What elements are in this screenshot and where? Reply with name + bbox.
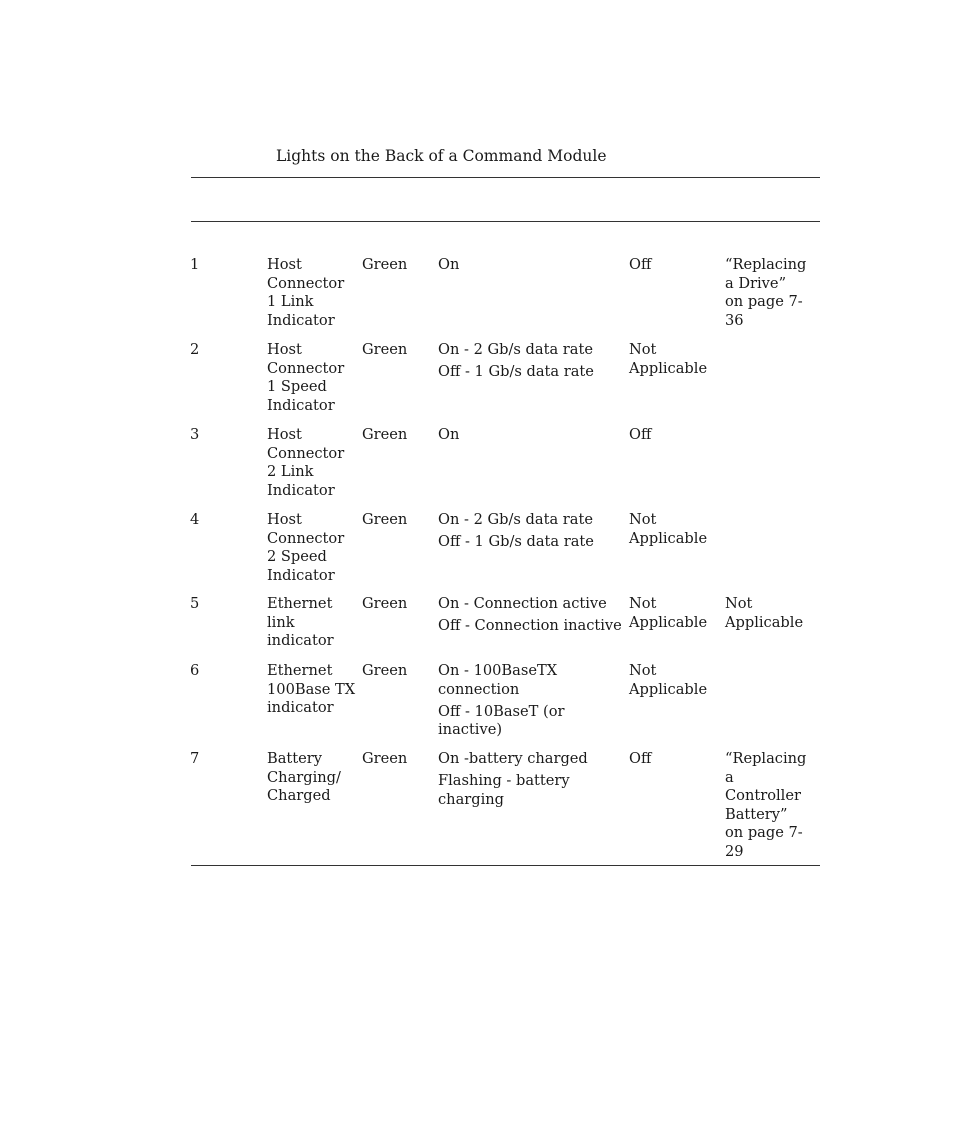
light-off-state [629, 256, 719, 275]
light-state [438, 595, 623, 614]
light-reference-line: Applicable [725, 613, 804, 631]
light-state [438, 662, 623, 699]
light-name-line: indicator [267, 699, 334, 717]
light-color: Green [362, 511, 408, 528]
light-name [267, 256, 357, 330]
light-state [438, 750, 623, 769]
light-state-line: On [438, 256, 460, 273]
light-name-line: Connector [267, 274, 345, 292]
light-state-line: inactive) [438, 721, 503, 739]
light-state-line: Flashing - battery [438, 771, 570, 789]
light-color: Green [362, 426, 408, 443]
light-name-line: Indicator [267, 481, 335, 499]
light-state [438, 341, 623, 360]
light-name [267, 595, 357, 651]
light-name-line: Host [267, 256, 302, 273]
light-name-line: Indicator [267, 311, 335, 329]
light-name-line: 100Base TX [267, 680, 356, 698]
light-off-state [629, 511, 719, 548]
light-name-line: 2 Link [267, 463, 314, 481]
light-reference-line: 36 [725, 311, 744, 329]
light-state-line: charging [438, 790, 504, 808]
light-name-line: Host [267, 511, 302, 528]
light-number: 7 [190, 750, 200, 767]
light-number: 4 [190, 511, 200, 528]
light-off-state [629, 595, 719, 632]
light-state-line: On - Connection active [438, 595, 607, 612]
light-reference [725, 595, 805, 632]
light-state-line: Off - 10BaseT (or [438, 702, 565, 720]
table-caption: Lights on the Back of a Command Module [276, 147, 607, 165]
light-states [438, 662, 623, 740]
light-state [438, 703, 623, 740]
light-off-state [629, 426, 719, 445]
light-state-line: On - 2 Gb/s data rate [438, 511, 593, 528]
light-name-line: Host [267, 426, 302, 443]
light-name [267, 426, 357, 500]
light-name-line: Charged [267, 787, 331, 805]
light-state [438, 617, 623, 636]
light-off-state-line: Not [629, 511, 657, 528]
light-number: 6 [190, 662, 200, 679]
light-state-line: On -battery charged [438, 750, 588, 767]
light-state-line: On [438, 426, 460, 443]
table-top-rule [191, 177, 820, 178]
light-name-line: 1 Link [267, 293, 314, 311]
light-reference-line: on page 7- [725, 824, 803, 842]
light-off-state-line: Not [629, 662, 657, 679]
light-reference-line: on page 7- [725, 293, 803, 311]
light-name-line: 2 Speed [267, 548, 327, 566]
light-off-state-line: Applicable [629, 529, 708, 547]
light-off-state-line: Applicable [629, 359, 708, 377]
light-off-state-line: Not [629, 341, 657, 358]
light-off-state-line: Off [629, 426, 652, 443]
light-state-line: On - 2 Gb/s data rate [438, 341, 593, 358]
light-color: Green [362, 595, 408, 612]
light-name-line: Host [267, 341, 302, 358]
light-name-line: Indicator [267, 566, 335, 584]
light-states [438, 511, 623, 552]
light-reference-line: a Drive” [725, 274, 787, 292]
light-off-state-line: Off [629, 750, 652, 767]
light-states [438, 750, 623, 809]
light-color: Green [362, 256, 408, 273]
light-reference [725, 750, 805, 862]
light-name-line: 1 Speed [267, 378, 327, 396]
light-name-line: Connector [267, 359, 345, 377]
light-name-line: Ethernet [267, 595, 333, 612]
light-off-state [629, 662, 719, 699]
light-name-line: Indicator [267, 396, 335, 414]
light-state [438, 772, 623, 809]
light-color: Green [362, 341, 408, 358]
light-states [438, 341, 623, 382]
light-reference-line: “Replacing [725, 750, 807, 767]
light-off-state [629, 750, 719, 769]
light-reference-line: Battery” [725, 805, 788, 823]
light-number: 2 [190, 341, 200, 358]
light-name-line: Battery [267, 750, 323, 767]
light-name-line: Connector [267, 529, 345, 547]
light-off-state-line: Off [629, 256, 652, 273]
light-name-line: Ethernet [267, 662, 333, 679]
light-state-line: Off - Connection inactive [438, 616, 622, 634]
light-reference-line: a [725, 768, 734, 786]
light-color: Green [362, 750, 408, 767]
light-name [267, 750, 357, 806]
light-name [267, 511, 357, 585]
light-state [438, 363, 623, 382]
light-state-line: Off - 1 Gb/s data rate [438, 362, 594, 380]
light-state-line: On - 100BaseTX [438, 662, 558, 679]
light-number: 3 [190, 426, 200, 443]
light-name-line: link [267, 613, 295, 631]
light-off-state-line: Not [629, 595, 657, 612]
table-header-rule [191, 221, 820, 222]
light-state [438, 256, 623, 275]
light-off-state-line: Applicable [629, 680, 708, 698]
light-number: 1 [190, 256, 200, 273]
light-off-state-line: Applicable [629, 613, 708, 631]
light-state [438, 533, 623, 552]
light-state [438, 426, 623, 445]
light-reference [725, 256, 805, 330]
light-name-line: Connector [267, 444, 345, 462]
light-name-line: indicator [267, 632, 334, 650]
light-name [267, 341, 357, 415]
light-name [267, 662, 357, 718]
light-states [438, 426, 623, 445]
light-states [438, 256, 623, 275]
table-bottom-rule [191, 865, 820, 866]
light-reference-line: Not [725, 595, 753, 612]
light-number: 5 [190, 595, 200, 612]
light-color: Green [362, 662, 408, 679]
light-states [438, 595, 623, 636]
light-state [438, 511, 623, 530]
light-reference-line: Controller [725, 787, 801, 805]
light-off-state [629, 341, 719, 378]
light-name-line: Charging/ [267, 768, 341, 786]
light-state-line: Off - 1 Gb/s data rate [438, 532, 594, 550]
light-reference-line: 29 [725, 842, 744, 860]
light-reference-line: “Replacing [725, 256, 807, 273]
light-state-line: connection [438, 680, 520, 698]
